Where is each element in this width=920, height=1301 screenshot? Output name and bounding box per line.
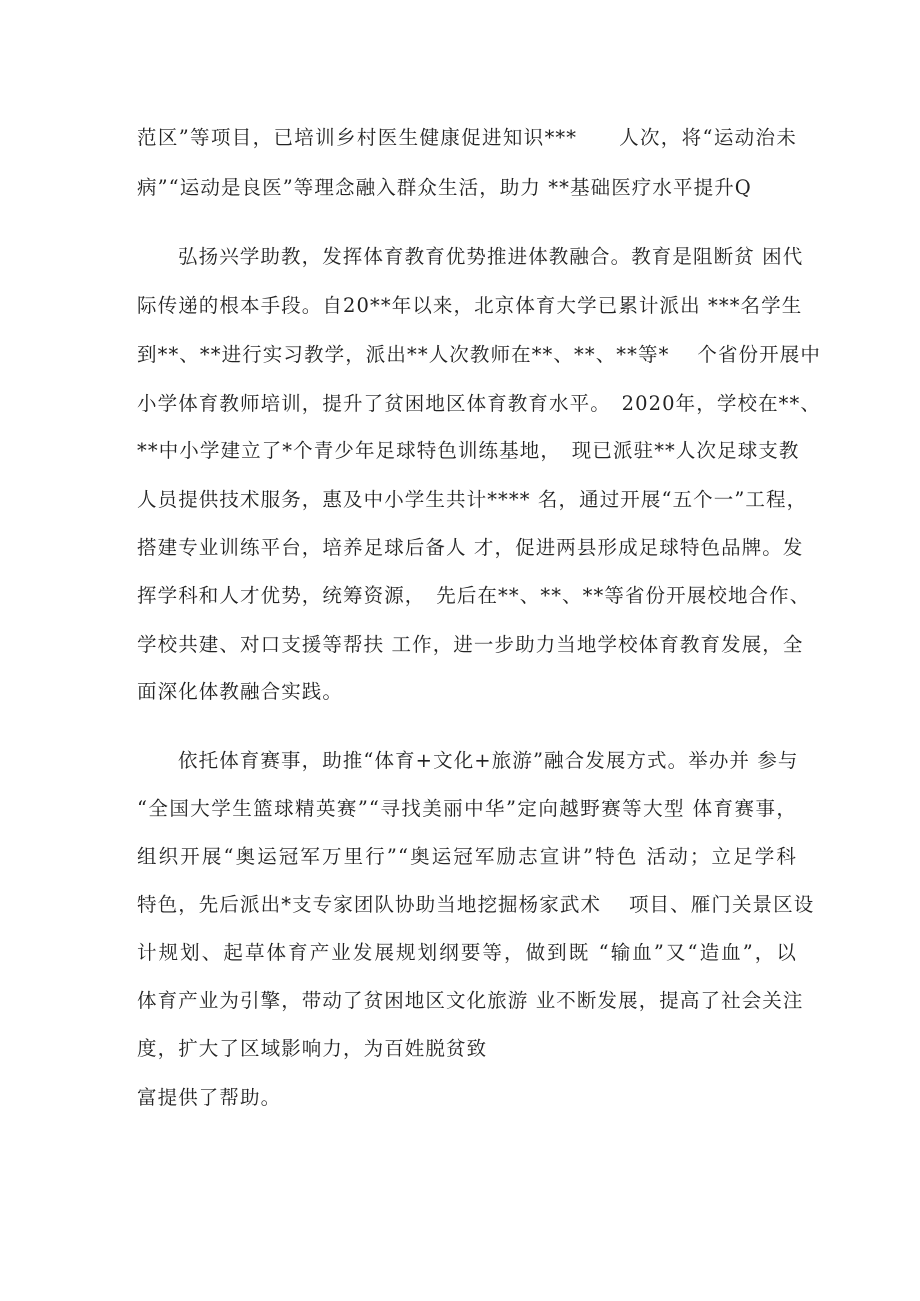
text-line: 病”“运动是良医”等理念融入群众生活，助力 **基础医疗水平提升Q	[137, 176, 752, 199]
text-line: 度，扩大了区域影响力，为百姓脱贫致	[137, 1037, 488, 1060]
text-line: 小学体育教师培训，提升了贫困地区体育教育水平。 2020年，学校在**、	[137, 392, 821, 415]
paragraph-start-line: 依托体育赛事，助推“体育+文化+旅游”融合发展方式。举办并 参与	[178, 749, 799, 772]
text-line: 面深化体教融合实践。	[137, 680, 344, 703]
text-line: “全国大学生篮球精英赛”“寻找美丽中华”定向越野赛等大型 体育赛事，	[137, 797, 797, 820]
text-line: 特色，先后派出*支专家团队协助当地挖掘杨家武术 项目、雁门关景区设	[137, 893, 815, 916]
text-line: 搭建专业训练平台，培养足球后备人 才，促进两县形成足球特色品牌。发	[137, 536, 804, 559]
text-line: 体育产业为引擎，带动了贫困地区文化旅游 业不断发展，提高了社会关注	[137, 989, 804, 1012]
text-line: 学校共建、对口支援等帮扶 工作，进一步助力当地学校体育教育发展，全	[137, 633, 804, 656]
text-line: 计规划、起草体育产业发展规划纲要等，做到既 “输血”又“造血”，以	[137, 941, 797, 964]
text-line: 际传递的根本手段。自20**年以来，北京体育大学已累计派出 ***名学生	[137, 294, 803, 317]
text-line: 富提供了帮助。	[137, 1086, 282, 1109]
text-line: 人员提供技术服务，惠及中小学生共计**** 名，通过开展“五个一”工程，	[137, 488, 808, 511]
text-line: **中小学建立了*个青少年足球特色训练基地， 现已派驻**人次足球支教	[137, 439, 800, 462]
text-line: 挥学科和人才优势，统筹资源， 先后在**、**、**等省份开展校地合作、	[137, 584, 811, 607]
paragraph-start-line: 弘扬兴学助教，发挥体育教育优势推进体教融合。教育是阻断贫 困代	[178, 245, 804, 268]
text-line: 组织开展“奥运冠军万里行”“奥运冠军励志宣讲”特色 活动；立足学科	[137, 845, 797, 868]
text-line: 到**、**进行实习教学，派出**人次教师在**、**、**等* 个省份开展中	[137, 343, 821, 366]
text-line: 范区”等项目，已培训乡村医生健康促进知识*** 人次，将“运动治未	[137, 126, 797, 149]
